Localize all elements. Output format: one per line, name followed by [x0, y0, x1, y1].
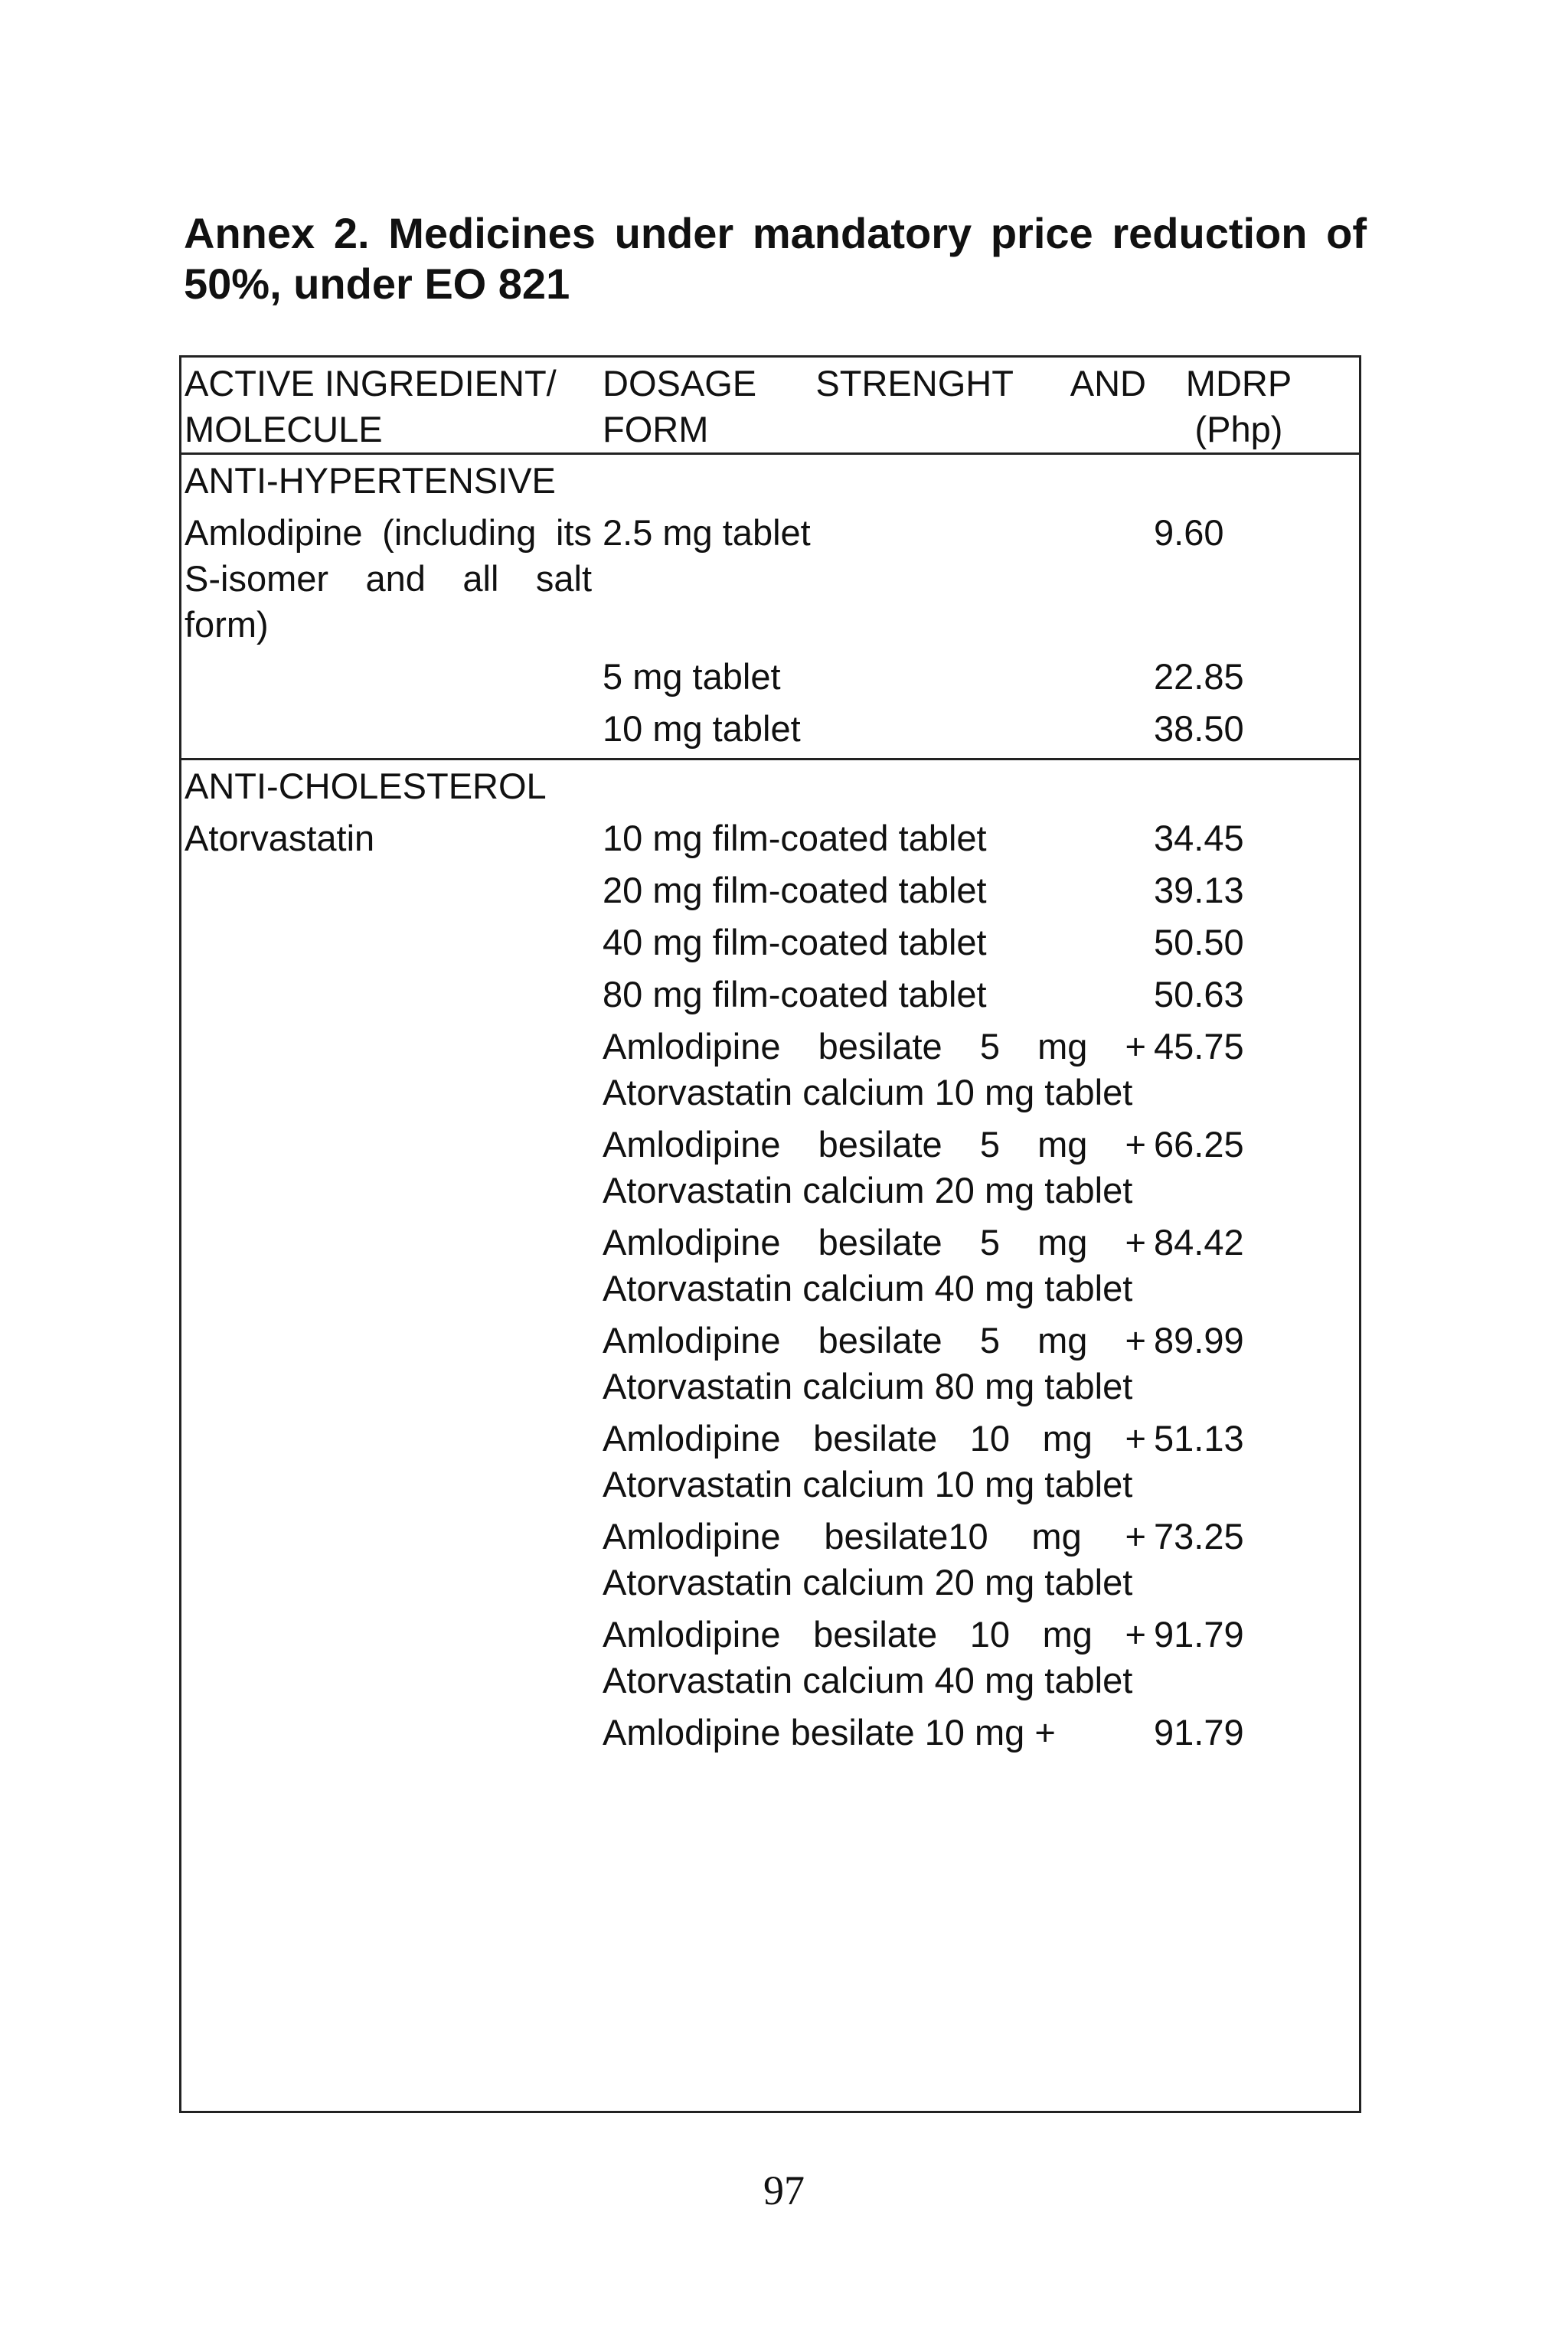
- ingredient-cell: [181, 972, 595, 1024]
- page-number: 97: [763, 2167, 805, 2213]
- price-cell: 66.25: [1154, 1124, 1244, 1165]
- category-row: [181, 760, 1359, 816]
- ingredient-cell: Amlodipine (including its S-isomer and all salt form): [185, 512, 592, 645]
- dosage-cell: 5 mg tablet: [603, 656, 781, 697]
- ingredient-cell: [181, 654, 595, 706]
- price-cell: 84.42: [1154, 1222, 1244, 1263]
- table-row: [181, 1710, 1359, 1762]
- price-cell: 45.75: [1154, 1026, 1244, 1067]
- table-row: [181, 867, 1359, 920]
- dosage-cell: 10 mg tablet: [603, 708, 801, 749]
- dosage-cell: 20 mg film-coated tablet: [603, 870, 987, 910]
- dosage-cell: 40 mg film-coated tablet: [603, 922, 987, 962]
- dosage-cell: 10 mg film-coated tablet: [603, 818, 987, 858]
- ingredient-cell: [181, 1416, 595, 1514]
- ingredient-cell: [181, 706, 595, 760]
- table-row: [181, 920, 1359, 972]
- medicines-table: [179, 355, 1361, 2113]
- price-cell: 51.13: [1154, 1418, 1244, 1459]
- dosage-cell: Amlodipine besilate 5 mg + Atorvastatin calcium 10 mg tablet: [603, 1026, 1146, 1112]
- dosage-cell: 2.5 mg tablet: [603, 512, 811, 553]
- price-cell: 91.79: [1154, 1712, 1244, 1753]
- table-row: [181, 972, 1359, 1024]
- header-mdrp: MDRP (Php): [1185, 363, 1292, 449]
- price-cell: 38.50: [1154, 708, 1244, 749]
- ingredient-cell: [181, 1514, 595, 1612]
- ingredient-cell: [181, 1318, 595, 1416]
- dosage-cell: Amlodipine besilate 5 mg + Atorvastatin calcium 80 mg tablet: [603, 1320, 1146, 1406]
- price-cell: 50.63: [1154, 974, 1244, 1014]
- table-row: [181, 1122, 1359, 1220]
- table-row: [181, 1416, 1359, 1514]
- table-header-row: [181, 358, 1359, 454]
- ingredient-cell: [181, 1122, 595, 1220]
- table-row: [181, 510, 1359, 654]
- price-cell: 9.60: [1154, 512, 1224, 553]
- table-row: [181, 815, 1359, 867]
- price-cell: 39.13: [1154, 870, 1244, 910]
- dosage-cell: Amlodipine besilate 5 mg + Atorvastatin calcium 20 mg tablet: [603, 1124, 1146, 1210]
- table-row: [181, 1612, 1359, 1710]
- ingredient-cell: [181, 867, 595, 920]
- ingredient-cell: Atorvastatin: [185, 818, 375, 858]
- price-table: [181, 358, 1359, 1762]
- header-ingredient: ACTIVE INGREDIENT/ MOLECULE: [185, 363, 557, 449]
- category-label: ANTI-CHOLESTEROL: [185, 766, 547, 806]
- price-cell: 50.50: [1154, 922, 1244, 962]
- ingredient-cell: [181, 1612, 595, 1710]
- dosage-cell: Amlodipine besilate 10 mg + Atorvastatin calcium 10 mg tablet: [603, 1418, 1146, 1504]
- price-cell: 89.99: [1154, 1320, 1244, 1361]
- table-row: [181, 706, 1359, 760]
- table-row: [181, 654, 1359, 706]
- category-row: [181, 454, 1359, 511]
- dosage-cell: Amlodipine besilate 10 mg +: [603, 1712, 1056, 1753]
- price-cell: 73.25: [1154, 1516, 1244, 1557]
- page-title: Annex 2. Medicines under mandatory price reduction of 50%, under EO 821: [184, 209, 1367, 308]
- ingredient-cell: [181, 1024, 595, 1122]
- table-row: [181, 1514, 1359, 1612]
- price-cell: 22.85: [1154, 656, 1244, 697]
- price-cell: 91.79: [1154, 1614, 1244, 1655]
- table-row: [181, 1024, 1359, 1122]
- ingredient-cell: [181, 1220, 595, 1318]
- dosage-cell: 80 mg film-coated tablet: [603, 974, 987, 1014]
- ingredient-cell: [181, 920, 595, 972]
- price-cell: 34.45: [1154, 818, 1244, 858]
- ingredient-cell: [181, 1710, 595, 1762]
- table-row: [181, 1220, 1359, 1318]
- category-label: ANTI-HYPERTENSIVE: [185, 460, 556, 501]
- table-row: [181, 1318, 1359, 1416]
- table-body: [181, 358, 1359, 1762]
- header-dosage: DOSAGE STRENGHT AND FORM: [603, 363, 1146, 449]
- dosage-cell: Amlodipine besilate 5 mg + Atorvastatin calcium 40 mg tablet: [603, 1222, 1146, 1308]
- dosage-cell: Amlodipine besilate10 mg + Atorvastatin calcium 20 mg tablet: [603, 1516, 1146, 1602]
- dosage-cell: Amlodipine besilate 10 mg + Atorvastatin calcium 40 mg tablet: [603, 1614, 1146, 1700]
